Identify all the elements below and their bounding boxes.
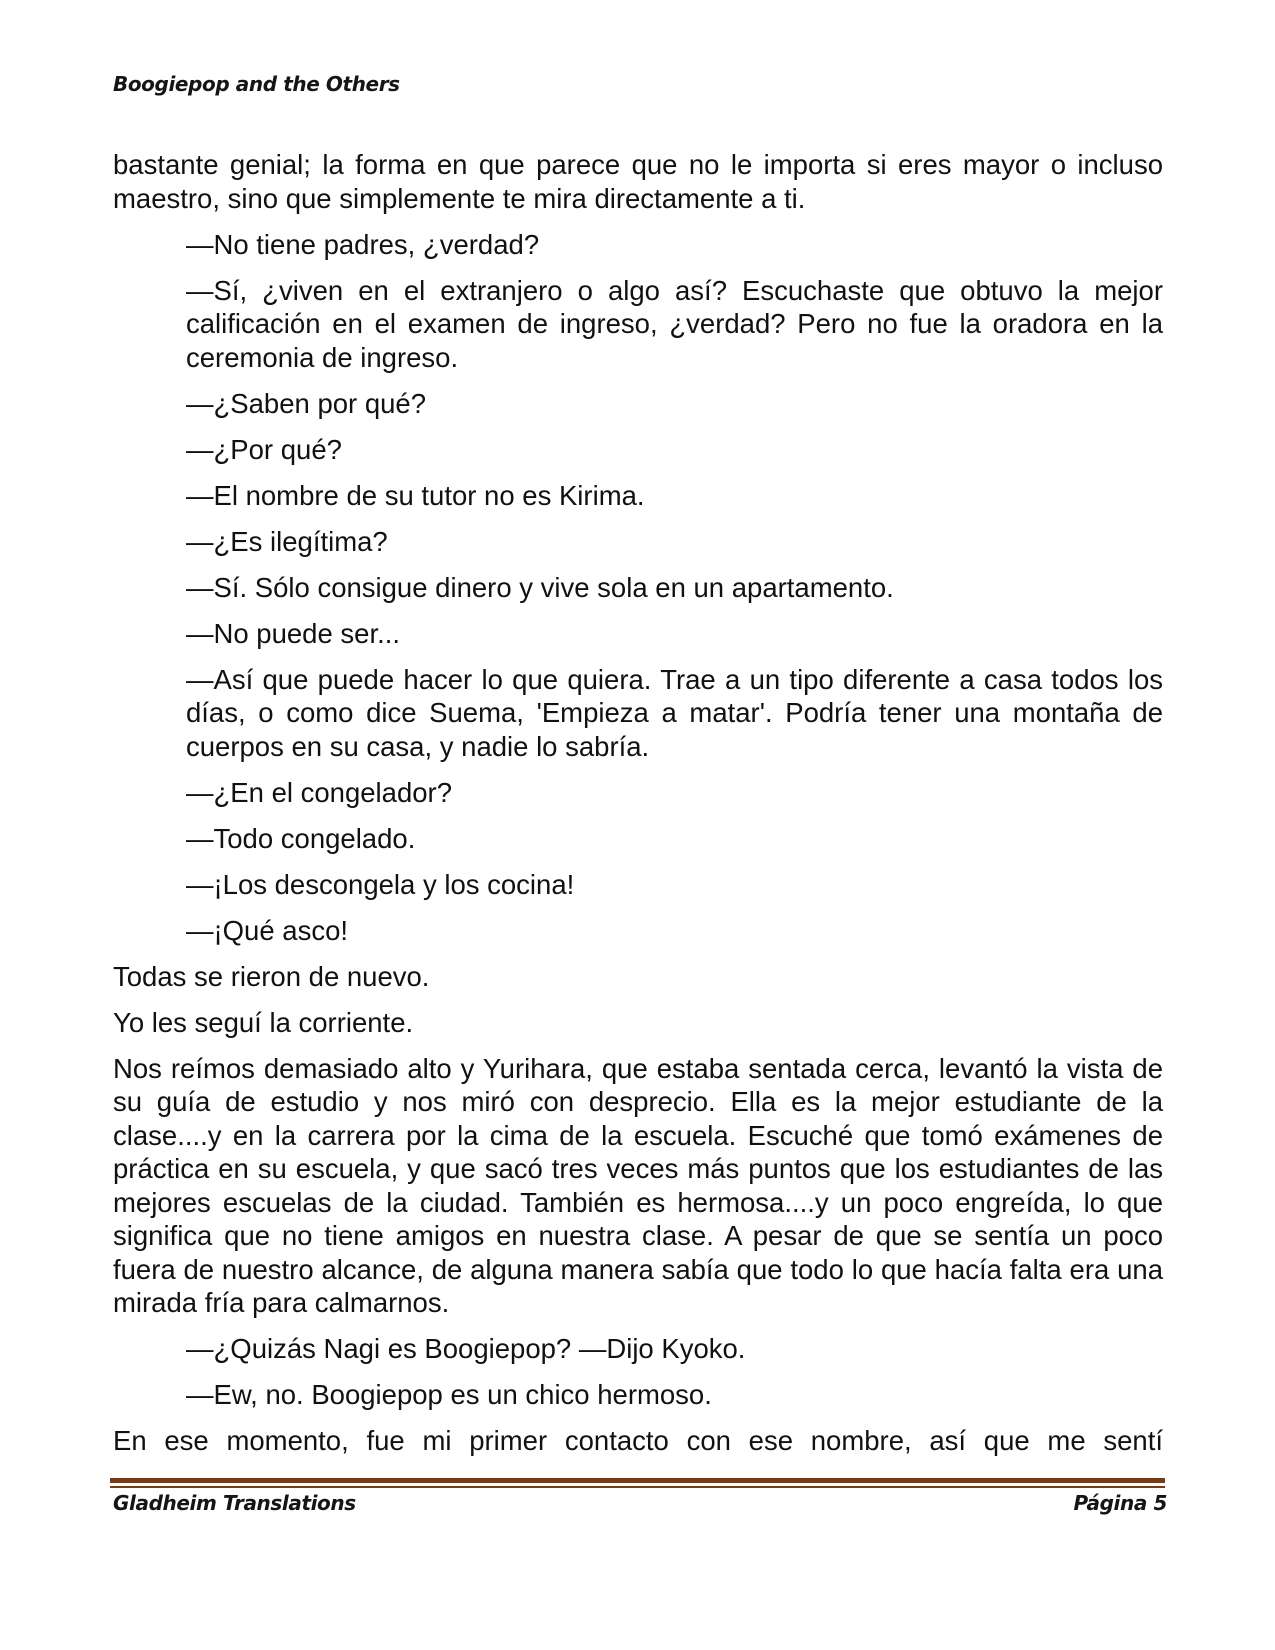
dialogue-line: —Ew, no. Boogiepop es un chico hermoso. <box>186 1379 712 1410</box>
narration-paragraph: bastante genial; la forma en que parece que no le importa si eres mayor o incluso maestro, sino que simplemente te mira directamente a ti. <box>113 149 1163 214</box>
dialogue-line: —¿Quizás Nagi es Boogiepop? —Dijo Kyoko. <box>186 1333 746 1364</box>
dialogue-line: —¡Los descongela y los cocina! <box>186 868 575 900</box>
dialogue-line: —¿En el congelador? <box>186 776 452 808</box>
narration-paragraph: Yo les seguí la corriente. <box>113 1006 414 1038</box>
running-header: Boogiepop and the Others <box>113 72 400 96</box>
dialogue-line: —No puede ser... <box>186 617 401 649</box>
dialogue-line: —No tiene padres, ¿verdad? <box>186 228 540 260</box>
dialogue-line: —¿Saben por qué? <box>186 387 427 419</box>
narration-paragraph: Nos reímos demasiado alto y Yurihara, que estaba sentada cerca, levantó la vista de su guía de estudio y nos miró con desprecio. Ella es la mejor estudiante de la clase....y en la carrera por la cima de la escuela. Escuché que tomó exámenes de práctica en su escuela, y que sacó tres veces más puntos que los estudiantes de las mejores escuelas de la ciudad. También es hermosa....y un poco engreída, lo que significa que no tiene amigos en nuestra clase. A pesar de que se sentía un poco fuera de nuestro alcance, de alguna manera sabía que todo lo que hacía falta era una mirada fría para calmarnos. <box>113 1052 1163 1318</box>
footer-rule-thick <box>110 1478 1165 1483</box>
dialogue-line: —Todo congelado. <box>186 822 416 854</box>
dialogue-line: —Sí, ¿viven en el extranjero o algo así? Escuchaste que obtuvo la mejor calificación en el examen de ingreso, ¿verdad? Pero no fue la oradora en la ceremonia de ingreso. <box>186 274 1163 373</box>
footer-rule-thin <box>110 1486 1165 1488</box>
dialogue-line: —¡Qué asco! <box>186 914 349 946</box>
page-number: Página 5 <box>1073 1491 1167 1515</box>
dialogue-line: —¿Es ilegítima? <box>186 525 388 557</box>
footer-translator: Gladheim Translations <box>113 1491 356 1515</box>
dialogue-line: —Así que puede hacer lo que quiera. Trae a un tipo diferente a casa todos los días, o como dice Suema, 'Empieza a matar'. Podría tener una montaña de cuerpos en su casa, y nadie lo sabría. <box>186 663 1163 762</box>
dialogue-line: —El nombre de su tutor no es Kirima. <box>186 479 645 511</box>
narration-paragraph: En ese momento, fue mi primer contacto con ese nombre, así que me sentí <box>113 1425 1163 1456</box>
narration-paragraph: Todas se rieron de nuevo. <box>113 960 430 992</box>
dialogue-line: —Sí. Sólo consigue dinero y vive sola en un apartamento. <box>186 571 894 603</box>
dialogue-line: —¿Por qué? <box>186 433 342 465</box>
page-body <box>113 148 1163 1458</box>
